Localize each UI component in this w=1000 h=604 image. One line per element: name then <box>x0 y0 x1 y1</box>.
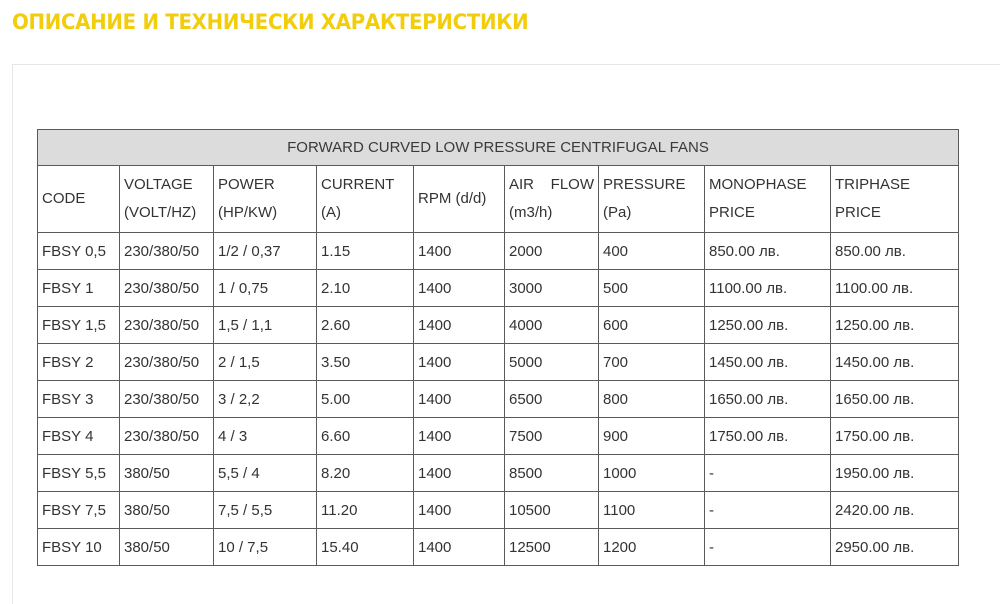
cell-triphase-price: 1450.00 лв. <box>831 344 959 381</box>
cell-rpm: 1400 <box>414 455 505 492</box>
cell-voltage: 380/50 <box>120 455 214 492</box>
cell-rpm: 1400 <box>414 492 505 529</box>
cell-current: 1.15 <box>317 233 414 270</box>
cell-voltage: 380/50 <box>120 492 214 529</box>
cell-airflow: 8500 <box>505 455 599 492</box>
cell-rpm: 1400 <box>414 307 505 344</box>
table-header-row <box>38 166 959 233</box>
cell-power: 1 / 0,75 <box>214 270 317 307</box>
cell-airflow: 3000 <box>505 270 599 307</box>
cell-rpm: 1400 <box>414 233 505 270</box>
cell-code: FBSY 0,5 <box>38 233 120 270</box>
cell-triphase-price: 1750.00 лв. <box>831 418 959 455</box>
cell-airflow: 7500 <box>505 418 599 455</box>
cell-power: 2 / 1,5 <box>214 344 317 381</box>
table-row <box>38 344 959 381</box>
cell-pressure: 600 <box>599 307 705 344</box>
header-rpm: RPM (d/d) <box>414 166 505 233</box>
cell-current: 2.10 <box>317 270 414 307</box>
header-power: POWER (HP/KW) <box>214 166 317 233</box>
cell-voltage: 230/380/50 <box>120 344 214 381</box>
cell-rpm: 1400 <box>414 344 505 381</box>
cell-airflow: 6500 <box>505 381 599 418</box>
cell-airflow: 2000 <box>505 233 599 270</box>
cell-code: FBSY 10 <box>38 529 120 566</box>
cell-voltage: 230/380/50 <box>120 307 214 344</box>
cell-power: 4 / 3 <box>214 418 317 455</box>
cell-triphase-price: 850.00 лв. <box>831 233 959 270</box>
cell-current: 2.60 <box>317 307 414 344</box>
cell-code: FBSY 4 <box>38 418 120 455</box>
table-row <box>38 455 959 492</box>
cell-rpm: 1400 <box>414 270 505 307</box>
cell-code: FBSY 5,5 <box>38 455 120 492</box>
header-triphase-price: TRIPHASE PRICE <box>831 166 959 233</box>
cell-code: FBSY 3 <box>38 381 120 418</box>
cell-pressure: 900 <box>599 418 705 455</box>
cell-code: FBSY 7,5 <box>38 492 120 529</box>
table-row <box>38 381 959 418</box>
cell-power: 5,5 / 4 <box>214 455 317 492</box>
table-caption-row <box>38 130 959 166</box>
cell-pressure: 500 <box>599 270 705 307</box>
cell-monophase-price: 1750.00 лв. <box>705 418 831 455</box>
cell-current: 5.00 <box>317 381 414 418</box>
cell-monophase-price: 850.00 лв. <box>705 233 831 270</box>
cell-current: 8.20 <box>317 455 414 492</box>
header-airflow: AIR FLOW (m3/h) <box>505 166 599 233</box>
cell-monophase-price: 1250.00 лв. <box>705 307 831 344</box>
cell-power: 1,5 / 1,1 <box>214 307 317 344</box>
cell-current: 3.50 <box>317 344 414 381</box>
cell-voltage: 230/380/50 <box>120 233 214 270</box>
cell-code: FBSY 2 <box>38 344 120 381</box>
spec-table <box>37 129 959 566</box>
table-row <box>38 492 959 529</box>
cell-voltage: 230/380/50 <box>120 381 214 418</box>
cell-airflow: 12500 <box>505 529 599 566</box>
cell-pressure: 1200 <box>599 529 705 566</box>
cell-current: 11.20 <box>317 492 414 529</box>
cell-airflow: 10500 <box>505 492 599 529</box>
cell-pressure: 800 <box>599 381 705 418</box>
cell-triphase-price: 2420.00 лв. <box>831 492 959 529</box>
cell-monophase-price: 1100.00 лв. <box>705 270 831 307</box>
cell-voltage: 230/380/50 <box>120 270 214 307</box>
table-row <box>38 233 959 270</box>
cell-monophase-price: - <box>705 455 831 492</box>
cell-rpm: 1400 <box>414 529 505 566</box>
cell-power: 3 / 2,2 <box>214 381 317 418</box>
cell-power: 1/2 / 0,37 <box>214 233 317 270</box>
cell-code: FBSY 1 <box>38 270 120 307</box>
table-row <box>38 418 959 455</box>
cell-triphase-price: 1100.00 лв. <box>831 270 959 307</box>
cell-code: FBSY 1,5 <box>38 307 120 344</box>
cell-voltage: 230/380/50 <box>120 418 214 455</box>
cell-power: 7,5 / 5,5 <box>214 492 317 529</box>
cell-triphase-price: 2950.00 лв. <box>831 529 959 566</box>
cell-current: 6.60 <box>317 418 414 455</box>
cell-triphase-price: 1950.00 лв. <box>831 455 959 492</box>
table-row <box>38 307 959 344</box>
table-row <box>38 270 959 307</box>
header-code: CODE <box>38 166 120 233</box>
cell-monophase-price: - <box>705 529 831 566</box>
cell-airflow: 5000 <box>505 344 599 381</box>
cell-current: 15.40 <box>317 529 414 566</box>
table-row <box>38 529 959 566</box>
cell-pressure: 700 <box>599 344 705 381</box>
cell-triphase-price: 1650.00 лв. <box>831 381 959 418</box>
cell-pressure: 1100 <box>599 492 705 529</box>
cell-monophase-price: - <box>705 492 831 529</box>
cell-monophase-price: 1650.00 лв. <box>705 381 831 418</box>
cell-pressure: 1000 <box>599 455 705 492</box>
header-monophase-price: MONOPHASE PRICE <box>705 166 831 233</box>
header-current: CURRENT (A) <box>317 166 414 233</box>
cell-power: 10 / 7,5 <box>214 529 317 566</box>
table-caption: FORWARD CURVED LOW PRESSURE CENTRIFUGAL FANS <box>38 130 959 166</box>
cell-triphase-price: 1250.00 лв. <box>831 307 959 344</box>
header-pressure: PRESSURE (Pa) <box>599 166 705 233</box>
cell-voltage: 380/50 <box>120 529 214 566</box>
cell-monophase-price: 1450.00 лв. <box>705 344 831 381</box>
cell-airflow: 4000 <box>505 307 599 344</box>
section-title: ОПИСАНИЕ И ТЕХНИЧЕСКИ ХАРАКТЕРИСТИКИ <box>12 10 529 34</box>
cell-rpm: 1400 <box>414 418 505 455</box>
header-voltage: VOLTAGE (VOLT/HZ) <box>120 166 214 233</box>
cell-pressure: 400 <box>599 233 705 270</box>
cell-rpm: 1400 <box>414 381 505 418</box>
